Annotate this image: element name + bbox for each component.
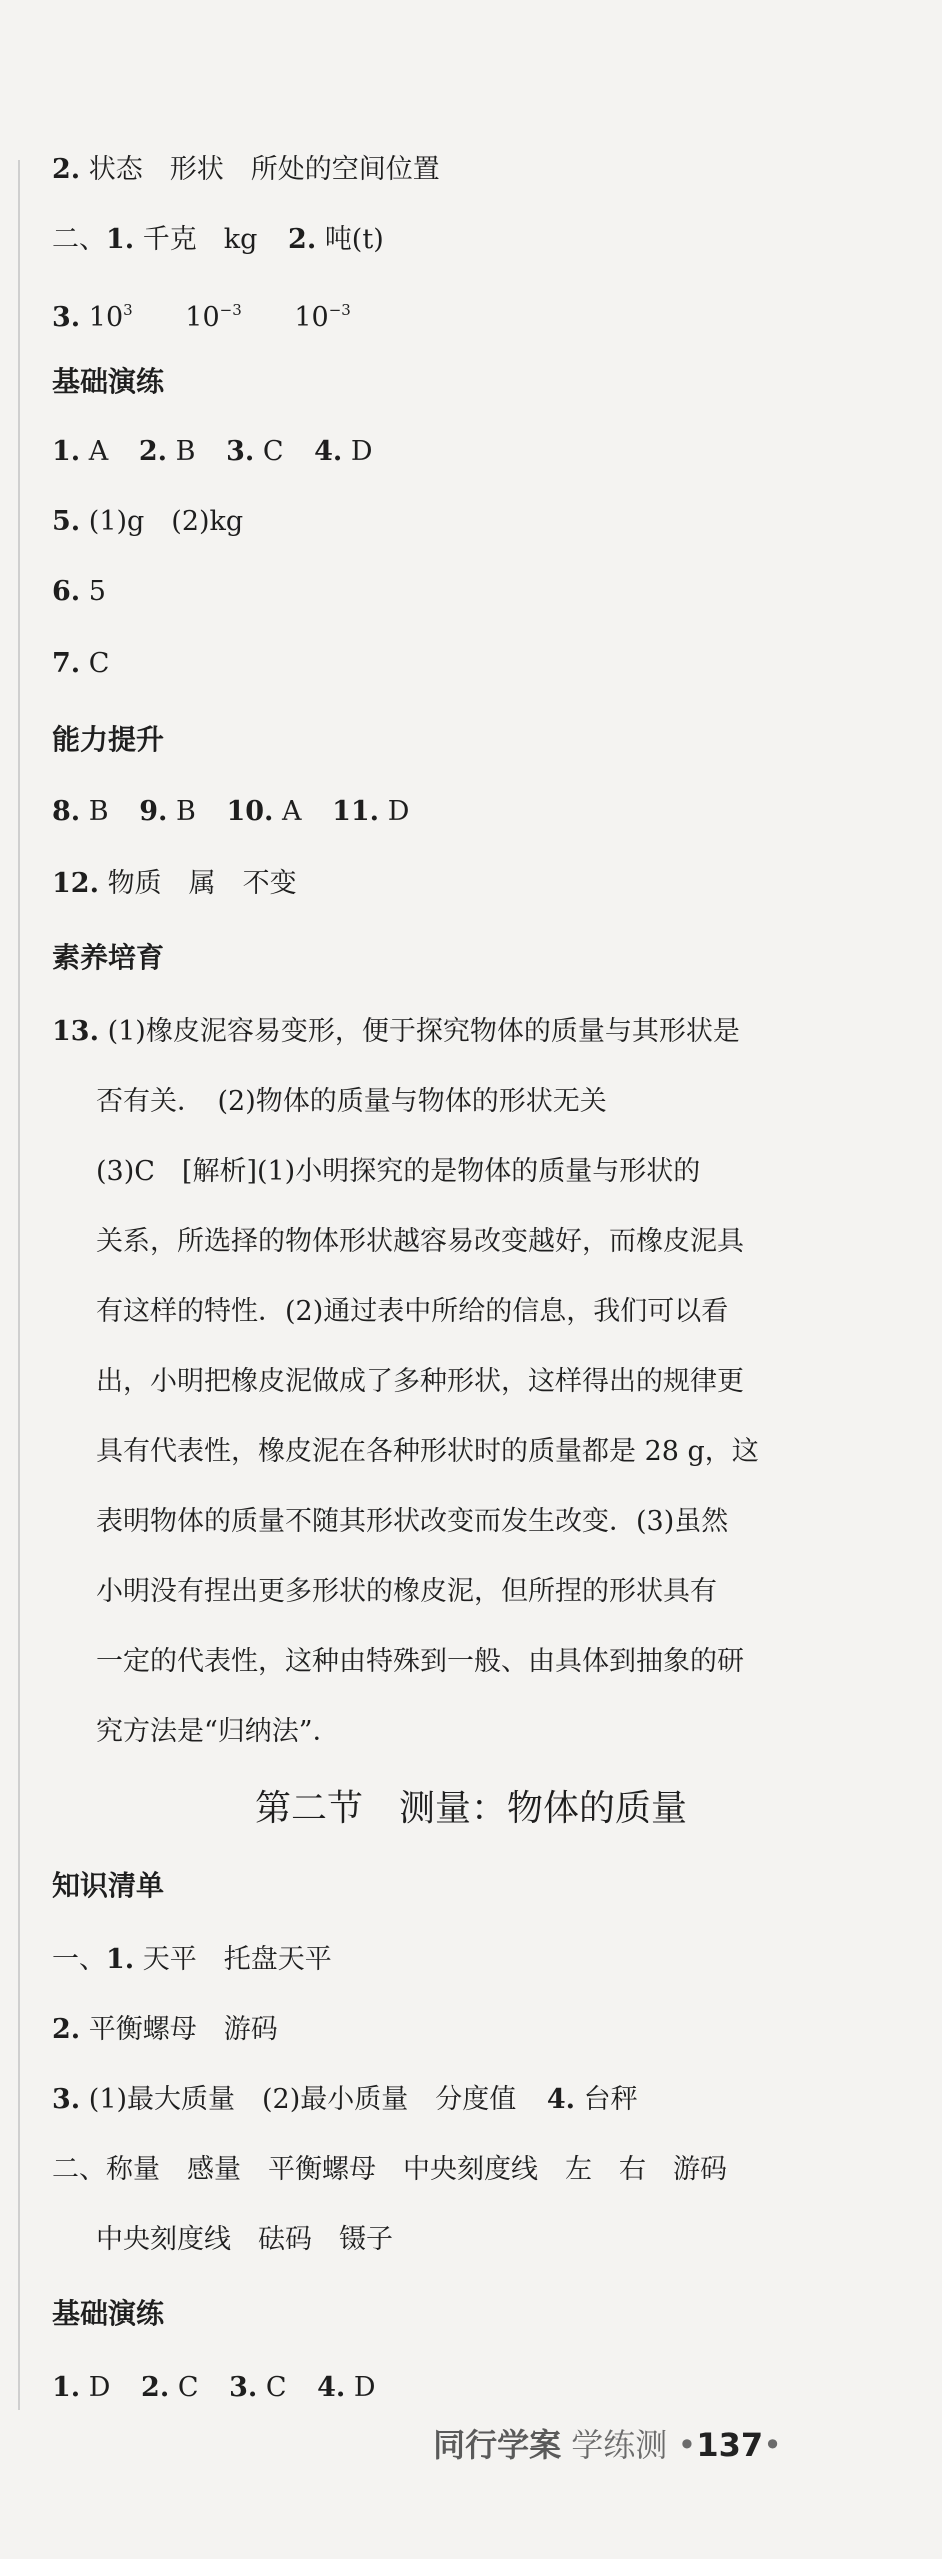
answer-text: A bbox=[282, 796, 302, 827]
item-number: 11. bbox=[332, 796, 380, 827]
answer-text: D bbox=[88, 2372, 111, 2403]
answer-text: D bbox=[353, 2372, 376, 2403]
answer-text: 10 bbox=[294, 302, 329, 333]
item-number: 3. bbox=[226, 436, 255, 467]
item-number: 2. bbox=[288, 224, 317, 255]
item-number: 1. bbox=[106, 1944, 135, 1975]
footer-series: 学练测 bbox=[571, 2426, 668, 2464]
item-number: 2. bbox=[52, 2014, 81, 2045]
footer-brand: 同行学案 bbox=[433, 2426, 562, 2464]
item-number: 10. bbox=[226, 796, 274, 827]
item-number: 3. bbox=[229, 2372, 258, 2403]
answer-line bbox=[52, 572, 902, 612]
exponent: −3 bbox=[328, 301, 351, 319]
answer-line bbox=[52, 864, 902, 904]
answer-text: A bbox=[88, 436, 109, 467]
answer-line bbox=[52, 2010, 902, 2050]
item-number: 1. bbox=[52, 2372, 81, 2403]
section-heading: 素养培育 bbox=[52, 941, 165, 974]
answer-line: 究方法是“归纳法”． bbox=[96, 1716, 340, 1747]
answer-text: C bbox=[88, 648, 110, 679]
answer-text: 台秤 bbox=[583, 2084, 638, 2115]
section-title: 第二节 测量：物体的质量 bbox=[254, 1788, 687, 1829]
item-number: 3. bbox=[52, 302, 81, 333]
answer-line bbox=[52, 644, 902, 684]
answer-line: 具有代表性，橡皮泥在各种形状时的质量都是 28 g，这 bbox=[96, 1436, 759, 1467]
footer-bullet: • bbox=[677, 2426, 697, 2464]
item-number: 1. bbox=[106, 224, 135, 255]
page-footer bbox=[433, 2420, 782, 2466]
answer-line bbox=[52, 1012, 902, 1052]
item-number: 1. bbox=[52, 436, 81, 467]
answer-text: 天平 托盘天平 bbox=[142, 1944, 332, 1975]
answer-line: 小明没有捏出更多形状的橡皮泥，但所捏的形状具有 bbox=[96, 1576, 717, 1607]
page-edge-line bbox=[18, 160, 20, 2410]
section-heading: 能力提升 bbox=[52, 723, 165, 756]
answer-line: (3)C [解析](1)小明探究的是物体的质量与形状的 bbox=[96, 1156, 701, 1187]
item-number: 8. bbox=[52, 796, 81, 827]
answer-text: B bbox=[88, 796, 109, 827]
section-prefix: 二、 bbox=[52, 2154, 106, 2185]
answer-line bbox=[52, 432, 902, 472]
section-heading: 基础演练 bbox=[52, 2297, 165, 2330]
answer-line: 有这样的特性．(2)通过表中所给的信息，我们可以看 bbox=[96, 1296, 729, 1327]
answer-text: 状态 形状 所处的空间位置 bbox=[88, 154, 440, 185]
answer-line bbox=[52, 2150, 902, 2190]
item-number: 6. bbox=[52, 576, 81, 607]
answer-line bbox=[52, 1940, 902, 1980]
answer-line bbox=[52, 502, 902, 542]
answer-line bbox=[52, 792, 902, 832]
exponent: 3 bbox=[123, 301, 133, 319]
answer-text: D bbox=[387, 796, 410, 827]
answer-text: C bbox=[265, 2372, 287, 2403]
item-number: 13. bbox=[52, 1016, 99, 1047]
section-prefix: 二、 bbox=[52, 224, 106, 255]
answer-line: 否有关． (2)物体的质量与物体的形状无关 bbox=[96, 1086, 607, 1117]
answer-line: 表明物体的质量不随其形状改变而发生改变．(3)虽然 bbox=[96, 1506, 729, 1537]
answer-text: B bbox=[175, 436, 196, 467]
answer-text: 10 bbox=[88, 302, 124, 333]
page-number: 137 bbox=[696, 2426, 764, 2464]
answer-text: 称量 感量 平衡螺母 中央刻度线 左 右 游码 bbox=[106, 2154, 727, 2185]
answer-line bbox=[52, 220, 902, 260]
answer-text: D bbox=[350, 436, 373, 467]
answer-text: 5 bbox=[88, 576, 106, 607]
answer-line: 关系，所选择的物体形状越容易改变越好，而橡皮泥具 bbox=[96, 1226, 744, 1257]
answer-text: 吨(t) bbox=[324, 224, 384, 255]
answer-text: (1)最大质量 (2)最小质量 分度值 bbox=[88, 2084, 517, 2115]
answer-text: C bbox=[262, 436, 284, 467]
answer-line: 出，小明把橡皮泥做成了多种形状，这样得出的规律更 bbox=[96, 1366, 744, 1397]
item-number: 9. bbox=[139, 796, 168, 827]
item-number: 3. bbox=[52, 2084, 81, 2115]
item-number: 4. bbox=[317, 2372, 346, 2403]
item-number: 12. bbox=[52, 868, 99, 899]
answer-text: 平衡螺母 游码 bbox=[88, 2014, 278, 2045]
item-number: 2. bbox=[52, 154, 81, 185]
footer-bullet: • bbox=[763, 2426, 782, 2464]
item-number: 4. bbox=[546, 2084, 576, 2115]
answer-text: B bbox=[176, 796, 196, 827]
exponent: −3 bbox=[219, 301, 242, 319]
answer-line: 中央刻度线 砝码 镊子 bbox=[96, 2224, 393, 2255]
section-prefix: 一、 bbox=[52, 1944, 106, 1975]
answer-text: 千克 kg bbox=[142, 224, 258, 255]
item-number: 2. bbox=[141, 2372, 170, 2403]
answer-text: C bbox=[177, 2372, 199, 2403]
answer-text: (1)橡皮泥容易变形，便于探究物体的质量与其形状是 bbox=[107, 1016, 740, 1047]
item-number: 4. bbox=[314, 436, 343, 467]
answer-line bbox=[52, 290, 902, 338]
answer-text: (1)g (2)kg bbox=[88, 506, 244, 537]
item-number: 2. bbox=[138, 436, 168, 467]
answer-text: 物质 属 不变 bbox=[107, 868, 297, 899]
answer-line bbox=[52, 150, 902, 190]
answer-line bbox=[52, 2368, 902, 2408]
section-heading: 知识清单 bbox=[52, 1869, 165, 1902]
section-heading: 基础演练 bbox=[52, 365, 165, 398]
answer-line: 一定的代表性，这种由特殊到一般、由具体到抽象的研 bbox=[96, 1646, 744, 1677]
item-number: 7. bbox=[52, 648, 81, 679]
item-number: 5. bbox=[52, 506, 81, 537]
answer-text: 10 bbox=[185, 302, 220, 333]
answer-line bbox=[52, 2080, 902, 2120]
